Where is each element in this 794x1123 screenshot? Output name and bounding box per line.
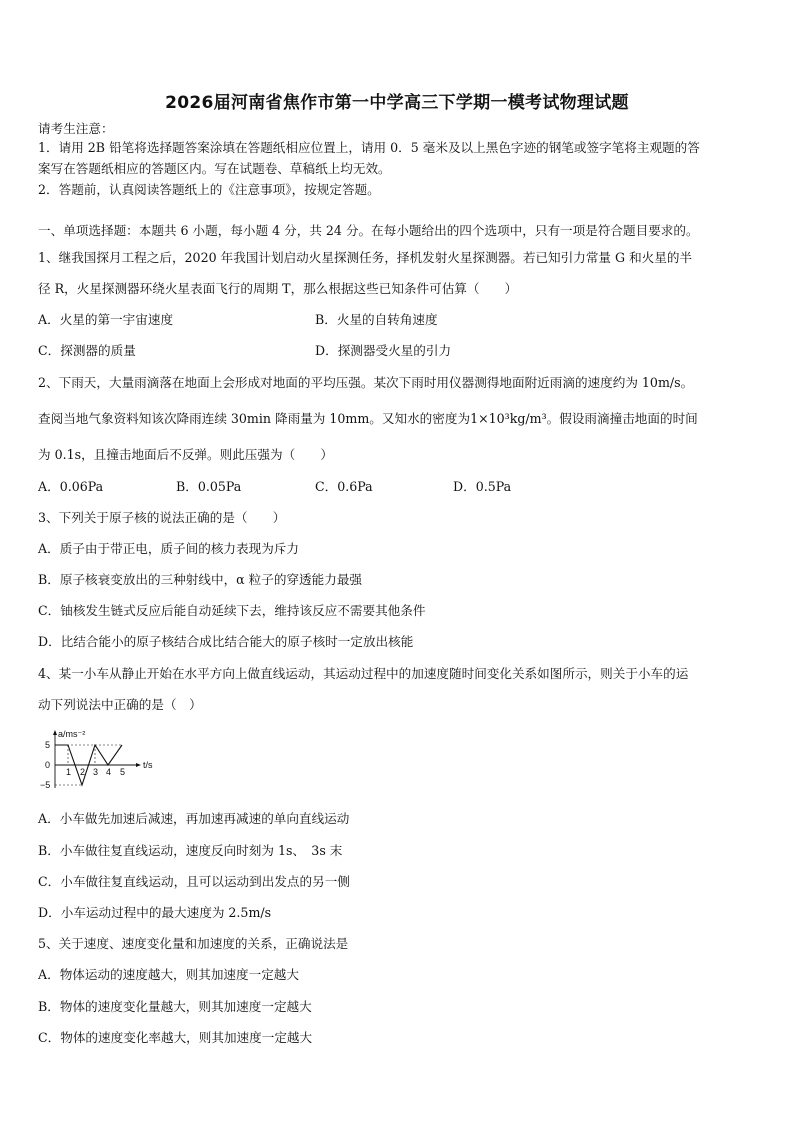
x-tick-4: 4 <box>106 767 112 777</box>
q1-stem-1: 1、继我国探月工程之后，2020 年我国计划启动火星探测任务，择机发射火星探测器。若已知引力常量 G 和火星的半 <box>38 250 693 265</box>
y-tick-neg5: −5 <box>40 780 51 790</box>
x-tick-5: 5 <box>120 767 126 777</box>
q2-stem-2 <box>38 411 756 427</box>
q2-stem-3: 为 0.1s，且撞击地面后不反弹。则此压强为（ ） <box>38 447 333 462</box>
y-tick-5: 5 <box>45 740 51 750</box>
x-tick-3: 3 <box>93 767 99 777</box>
q1-option-b: B．火星的自转角速度 <box>315 312 438 327</box>
page-title: 2026届河南省焦作市第一中学高三下学期一模考试物理试题 <box>165 93 629 113</box>
q4-option-b: B．小车做往复直线运动，速度反向时刻为 1s、 3s 末 <box>38 843 343 858</box>
q4-option-a: A．小车做先加速后减速，再加速再减速的单向直线运动 <box>38 811 350 826</box>
q4-stem-2: 动下列说法中正确的是（ ） <box>38 697 202 712</box>
x-axis-label: t/s <box>143 760 153 770</box>
x-tick-2: 2 <box>80 767 86 777</box>
acceleration-time-graph <box>38 728 158 790</box>
y-tick-0: 0 <box>45 760 51 770</box>
q1-option-a: A．火星的第一宇宙速度 <box>38 312 174 327</box>
q5-option-b: B．物体的速度变化量越大，则其加速度一定越大 <box>38 999 312 1014</box>
q3-stem: 3、下列关于原子核的说法正确的是（ ） <box>38 510 286 525</box>
q1-stem-2: 径 R，火星探测器环绕火星表面飞行的周期 T，那么根据这些已知条件可估算（ ） <box>38 281 518 296</box>
notice-header: 请考生注意： <box>38 121 114 136</box>
q4-option-c: C．小车做往复直线运动，且可以运动到出发点的另一侧 <box>38 874 350 889</box>
q2-stem-1: 2、下雨天，大量雨滴落在地面上会形成对地面的平均压强。某次下雨时用仪器测得地面附近雨滴的速度约为 10m/s。 <box>38 375 694 390</box>
q2-option-c: C．0.6Pa <box>315 479 373 494</box>
notice-line-2: 2．答题前，认真阅读答题纸上的《注意事项》，按规定答题。 <box>38 182 380 197</box>
q5-option-c: C．物体的速度变化率越大，则其加速度一定越大 <box>38 1030 313 1045</box>
x-tick-1: 1 <box>66 767 72 777</box>
q3-option-d: D．比结合能小的原子核结合成比结合能大的原子核时一定放出核能 <box>38 634 414 649</box>
q5-option-a: A．物体运动的速度越大，则其加速度一定越大 <box>38 967 299 982</box>
q4-stem-1: 4、某一小车从静止开始在水平方向上做直线运动，其运动过程中的加速度随时间变化关系如图所示，则关于小车的运 <box>38 666 689 681</box>
y-axis-arrow <box>53 730 57 735</box>
x-axis-arrow <box>136 763 141 767</box>
y-axis-label: a/ms⁻² <box>58 729 86 739</box>
q1-option-c: C．探测器的质量 <box>38 343 136 358</box>
q5-stem: 5、关于速度、速度变化量和加速度的关系，正确说法是 <box>38 936 349 951</box>
density-value: 1×10³kg/m³ <box>470 411 547 426</box>
q2-option-a: A．0.06Pa <box>38 479 104 494</box>
q2-option-d: D．0.5Pa <box>453 479 512 494</box>
q2-option-b: B．0.05Pa <box>176 479 242 494</box>
q1-option-d: D．探测器受火星的引力 <box>315 343 452 358</box>
notice-line-1a: 1．请用 2B 铅笔将选择题答案涂填在答题纸相应位置上，请用 0．5 毫米及以上黑色字迹的钢笔或签字笔将主观题的答 <box>38 140 700 155</box>
q2-stem-2a: 查阅当地气象资料知该次降雨连续 30min 降雨量为 10mm。又知水的密度为 <box>38 411 471 426</box>
q3-option-c: C．铀核发生链式反应后能自动延续下去，维持该反应不需要其他条件 <box>38 603 426 618</box>
q2-stem-2b: 。假设雨滴撞击地面的时间 <box>546 411 698 426</box>
q3-option-a: A．质子由于带正电，质子间的核力表现为斥力 <box>38 541 299 556</box>
section-heading: 一、单项选择题：本题共 6 小题，每小题 4 分，共 24 分。在每小题给出的四个选项中，只有一项是符合题目要求的。 <box>38 223 699 238</box>
q4-option-d: D．小车运动过程中的最大速度为 2.5m/s <box>38 905 272 920</box>
notice-line-1b: 案写在答题纸相应的答题区内。写在试题卷、草稿纸上均无效。 <box>38 161 391 176</box>
q3-option-b: B．原子核衰变放出的三种射线中，α 粒子的穿透能力最强 <box>38 572 363 587</box>
